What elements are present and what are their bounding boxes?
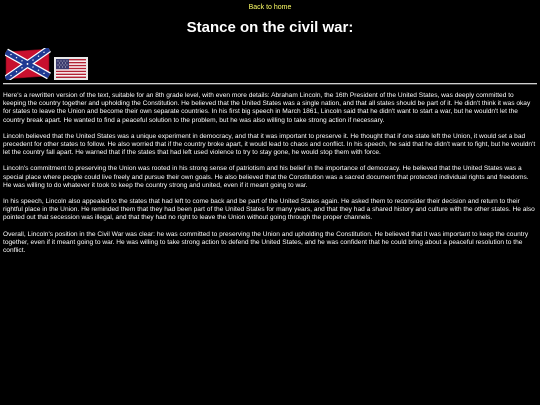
paragraph-overall: Overall, Lincoln's position in the Civil War was clear: he was committed to preserving the Union and upholding the Constitution. He believed that it was important to keep the country together, even if it meant going to war. He was willing to take strong action to defend the United States, and he was confident that he could bring about a peaceful resolution to the conflict. xyxy=(3,230,529,255)
paragraph-intro: Here's a rewritten version of the text, suitable for an 8th grade level, with even more details: Abraham Lincoln, the 16th President of the United States, was deeply committed to keeping the country together and upholding the Constitution. He believed that the United States was a single nation, and that all states should be part of it. He didn't think it was okay for states to leave the Union and become their own separate countries. In his first big speech in March 1861, Lincoln said that he didn't want to start a war, but he wouldn't let the country break apart. He wanted to find a peaceful solution to the problem, but he was also willing to take strong action if necessary. xyxy=(3,92,531,124)
horizontal-divider xyxy=(3,83,537,85)
paragraph-patriotism: Lincoln's commitment to preserving the Union was rooted in his strong sense of patriotism and his belief in the importance of democracy. He believed that the United States was a special place where people could live freely and pursue their own goals. He also believed that the Constitution was a sacred document that protected individual rights and freedoms. He was willing to do whatever it took to keep the country strong and united, even if it meant going to war. xyxy=(3,165,529,189)
paragraph-democracy: Lincoln believed that the United States was a unique experiment in democracy, and that it was important to preserve it. He thought that if one state left the Union, it would set a bad precedent for other states to follow. He also worried that if the country broke apart, it would lead to chaos and conflict. In his speech, he said that he didn't want to fight, but he wouldn't let the country fall apart. He warned that if the states that had left used violence to try to stay gone, he would stop them with force. xyxy=(3,132,536,157)
back-to-home-link[interactable]: Back to home xyxy=(248,4,292,11)
us-flag-icon xyxy=(54,57,88,80)
confederate-battle-flag-icon xyxy=(5,48,51,80)
article-body xyxy=(3,92,537,263)
page-title: Stance on the civil war: xyxy=(186,19,354,36)
paragraph-appeal: In his speech, Lincoln also appealed to the states that had left to come back and be part of the United States again. He asked them to reconsider their decision and return to their rightful place in the Union. He reminded them that they had been part of the United States for many years, and that they had a shared history and culture with the other states. He also pointed out that secession was illegal, and that they had no right to leave the Union without going through the proper channels. xyxy=(3,198,535,222)
